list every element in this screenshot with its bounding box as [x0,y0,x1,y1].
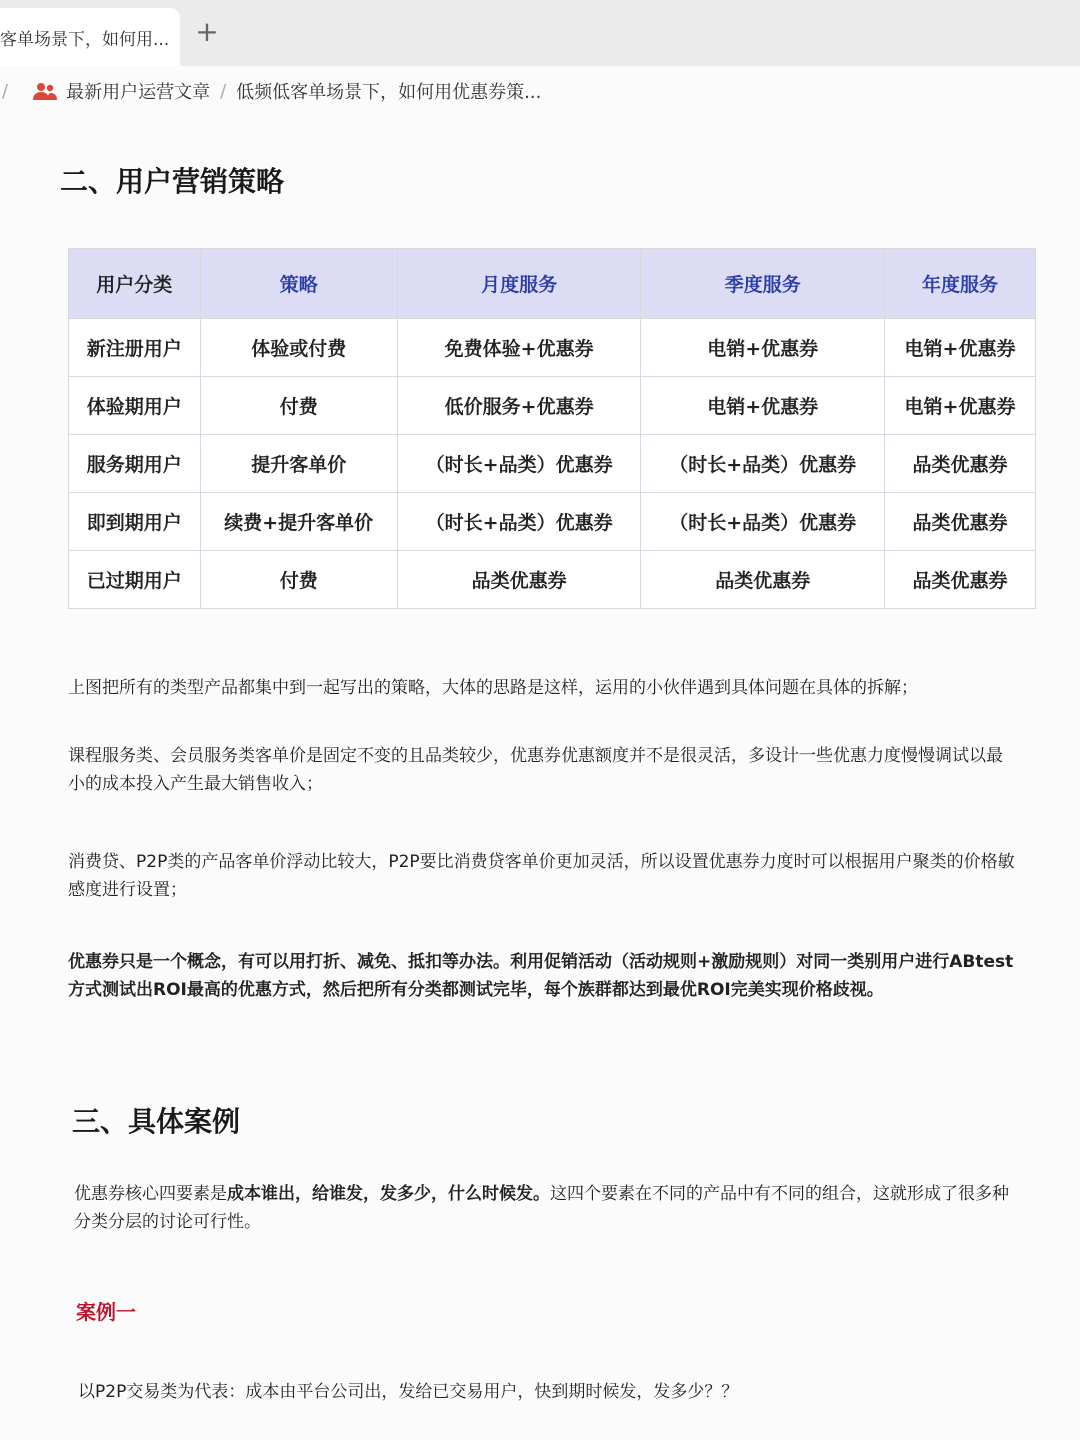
tab-title: 客单场景下，如何用... [0,29,170,50]
paragraph: 上图把所有的类型产品都集中到一起写出的策略，大体的思路是这样，运用的小伙伴遇到具体问题在具体的拆解； [68,678,918,698]
table-cell: 服务期用户 [69,435,201,493]
table-cell: 品类优惠券 [397,551,641,609]
people-icon [32,80,58,102]
intro-emphasis: 成本谁出，给谁发，发多少，什么时候发。 [227,1184,550,1204]
paragraph [74,1180,1024,1236]
table-header-cell: 用户分类 [69,249,201,319]
table-header-cell: 策略 [200,249,397,319]
table-cell: 体验或付费 [200,319,397,377]
table-cell: 电销+优惠券 [884,319,1035,377]
table-cell: 提升客单价 [200,435,397,493]
table-cell: （时长+品类）优惠券 [641,493,885,551]
table-header-cell: 年度服务 [884,249,1035,319]
paragraph: 以P2P交易类为代表：成本由平台公司出，发给已交易用户，快到期时候发，发多少？？ [78,1382,739,1402]
table-row [69,551,1036,609]
table-cell: （时长+品类）优惠券 [397,435,641,493]
strategy-table [68,248,1036,609]
table-cell: 电销+优惠券 [641,377,885,435]
case-heading: 案例一 [76,1300,136,1324]
table-row [69,493,1036,551]
browser-tab[interactable] [0,8,180,66]
table-row [69,435,1036,493]
paragraph: 消费贷、P2P类的产品客单价浮动比较大，P2P要比消费贷客单价更加灵活，所以设置优惠券力度时可以根据用户聚类的价格敏感度进行设置； [68,852,1015,900]
breadcrumb-current-page[interactable]: 低频低客单场景下，如何用优惠券策... [236,82,542,103]
table-cell: 续费+提升客单价 [200,493,397,551]
intro-text: 这四个要素在不同的产品中有不同的组合，这就形成了很多种分类分层的讨论可行性。 [74,1184,1009,1232]
section-heading: 三、具体案例 [72,1105,241,1138]
table-cell: 付费 [200,377,397,435]
table-header-row [69,249,1036,319]
table-cell: 品类优惠券 [641,551,885,609]
table-row [69,377,1036,435]
table-cell: 付费 [200,551,397,609]
table-cell: 电销+优惠券 [641,319,885,377]
document-content [0,116,1080,1440]
section-heading: 二、用户营销策略 [60,165,285,198]
table-cell: 品类优惠券 [884,493,1035,551]
table-cell: 免费体验+优惠券 [397,319,641,377]
table-row [69,319,1036,377]
table-cell: 品类优惠券 [884,435,1035,493]
browser-tab-bar [0,0,1080,66]
intro-text: 优惠券核心四要素是 [74,1184,227,1204]
breadcrumb [0,66,1080,116]
table-cell: （时长+品类）优惠券 [397,493,641,551]
table-cell: 电销+优惠券 [884,377,1035,435]
table-cell: 体验期用户 [69,377,201,435]
table-cell: 低价服务+优惠券 [397,377,641,435]
breadcrumb-separator: / [2,80,9,102]
breadcrumb-space-link[interactable]: 最新用户运营文章 [66,82,211,103]
table-header-cell: 季度服务 [641,249,885,319]
table-header-cell: 月度服务 [397,249,641,319]
table-cell: 新注册用户 [69,319,201,377]
table-cell: （时长+品类）优惠券 [641,435,885,493]
paragraph: 课程服务类、会员服务类客单价是固定不变的且品类较少，优惠券优惠额度并不是很灵活，多设计一些优惠力度慢慢调试以最小的成本投入产生最大销售收入； [68,746,1003,794]
table-cell: 即到期用户 [69,493,201,551]
new-tab-button[interactable]: + [195,14,219,48]
table-cell: 品类优惠券 [884,551,1035,609]
paragraph: 优惠券只是一个概念，有可以用打折、减免、抵扣等办法。利用促销活动（活动规则+激励规则）对同一类别用户进行ABtest方式测试出ROI最高的优惠方式，然后把所有分类都测试完毕，每个族群都达到最优ROI完美实现价格歧视。 [68,952,1014,1000]
table-cell: 已过期用户 [69,551,201,609]
breadcrumb-separator: / [220,80,227,102]
